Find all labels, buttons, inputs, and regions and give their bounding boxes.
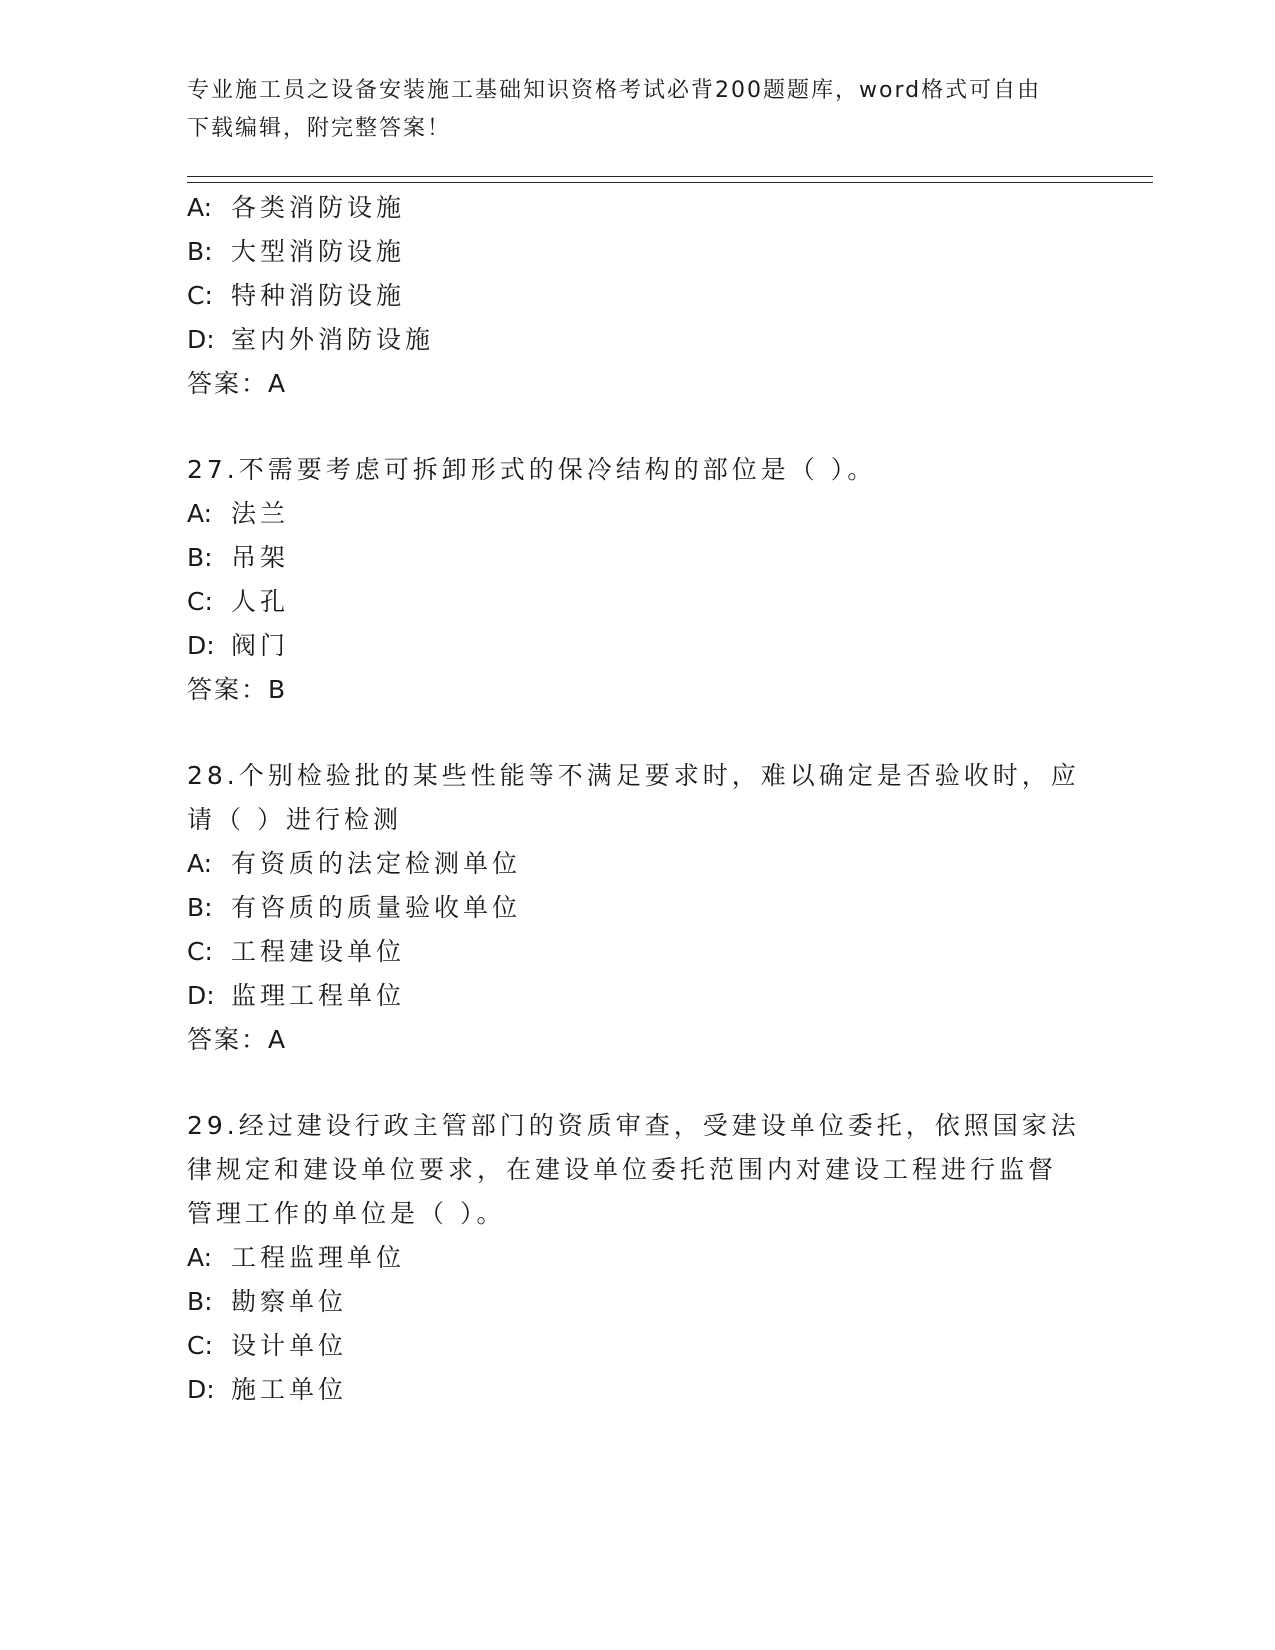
option-text: 吊架: [231, 543, 290, 572]
option-b: [187, 535, 289, 581]
question-28-stem-line-1: 28.个别检验批的某些性能等不满足要求时，难以确定是否验收时，应: [187, 761, 1080, 790]
question-29-stem-line-3: 管理工作的单位是（ ）。: [187, 1199, 506, 1228]
option-c: [187, 929, 405, 975]
option-key: A:: [187, 849, 213, 878]
option-b: [187, 1279, 347, 1325]
option-d: [187, 973, 405, 1019]
header-line-1: 专业施工员之设备安装施工基础知识资格考试必背200题题库，word格式可自由: [187, 78, 1042, 103]
option-a: [187, 1235, 405, 1281]
header-divider-bottom: [187, 182, 1153, 183]
option-text: 大型消防设施: [231, 237, 406, 266]
option-text: 有资质的法定检测单位: [231, 849, 522, 878]
option-key: C:: [187, 281, 213, 310]
option-b: [187, 229, 405, 275]
question-28-stem-line-2: 请（ ）进行检测: [187, 805, 402, 834]
question-29-stem-line-1: 29.经过建设行政主管部门的资质审查，受建设单位委托，依照国家法: [187, 1111, 1080, 1140]
option-key: D:: [187, 631, 215, 660]
option-c: [187, 273, 405, 319]
option-text: 设计单位: [231, 1331, 348, 1360]
question-27-stem: 27.不需要考虑可拆卸形式的保冷结构的部位是（ ）。: [187, 455, 877, 484]
option-text: 特种消防设施: [231, 281, 406, 310]
document-header: [187, 72, 1067, 148]
option-a: [187, 185, 405, 231]
option-text: 阀门: [231, 631, 290, 660]
option-text: 有咨质的质量验收单位: [231, 893, 522, 922]
option-key: B:: [187, 1287, 213, 1316]
option-text: 各类消防设施: [231, 193, 406, 222]
option-c: [187, 1323, 347, 1369]
option-text: 施工单位: [231, 1375, 348, 1404]
question-29-stem-line-2: 律规定和建设单位要求，在建设单位委托范围内对建设工程进行监督: [187, 1155, 1058, 1184]
option-key: B:: [187, 893, 213, 922]
option-b: [187, 885, 521, 931]
option-key: A:: [187, 1243, 213, 1272]
option-text: 工程建设单位: [231, 937, 406, 966]
option-text: 法兰: [231, 499, 290, 528]
option-c: [187, 579, 289, 625]
answer-line: 答案：A: [187, 369, 288, 398]
header-divider-top: [187, 176, 1153, 177]
answer-line: 答案：B: [187, 675, 288, 704]
option-text: 勘察单位: [231, 1287, 348, 1316]
option-text: 工程监理单位: [231, 1243, 406, 1272]
option-key: C:: [187, 937, 213, 966]
header-line-2: 下载编辑，附完整答案！: [187, 116, 452, 141]
option-d: [187, 623, 289, 669]
option-key: B:: [187, 237, 213, 266]
option-key: A:: [187, 499, 213, 528]
option-key: C:: [187, 1331, 213, 1360]
option-key: C:: [187, 587, 213, 616]
option-text: 监理工程单位: [231, 981, 406, 1010]
option-key: D:: [187, 325, 215, 354]
option-text: 人孔: [231, 587, 290, 616]
option-text: 室内外消防设施: [231, 325, 435, 354]
option-key: D:: [187, 981, 215, 1010]
answer-line: 答案：A: [187, 1025, 288, 1054]
option-a: [187, 491, 289, 537]
option-key: A:: [187, 193, 213, 222]
option-key: B:: [187, 543, 213, 572]
option-a: [187, 841, 521, 887]
option-key: D:: [187, 1375, 215, 1404]
option-d: [187, 1367, 347, 1413]
option-d: [187, 317, 434, 363]
